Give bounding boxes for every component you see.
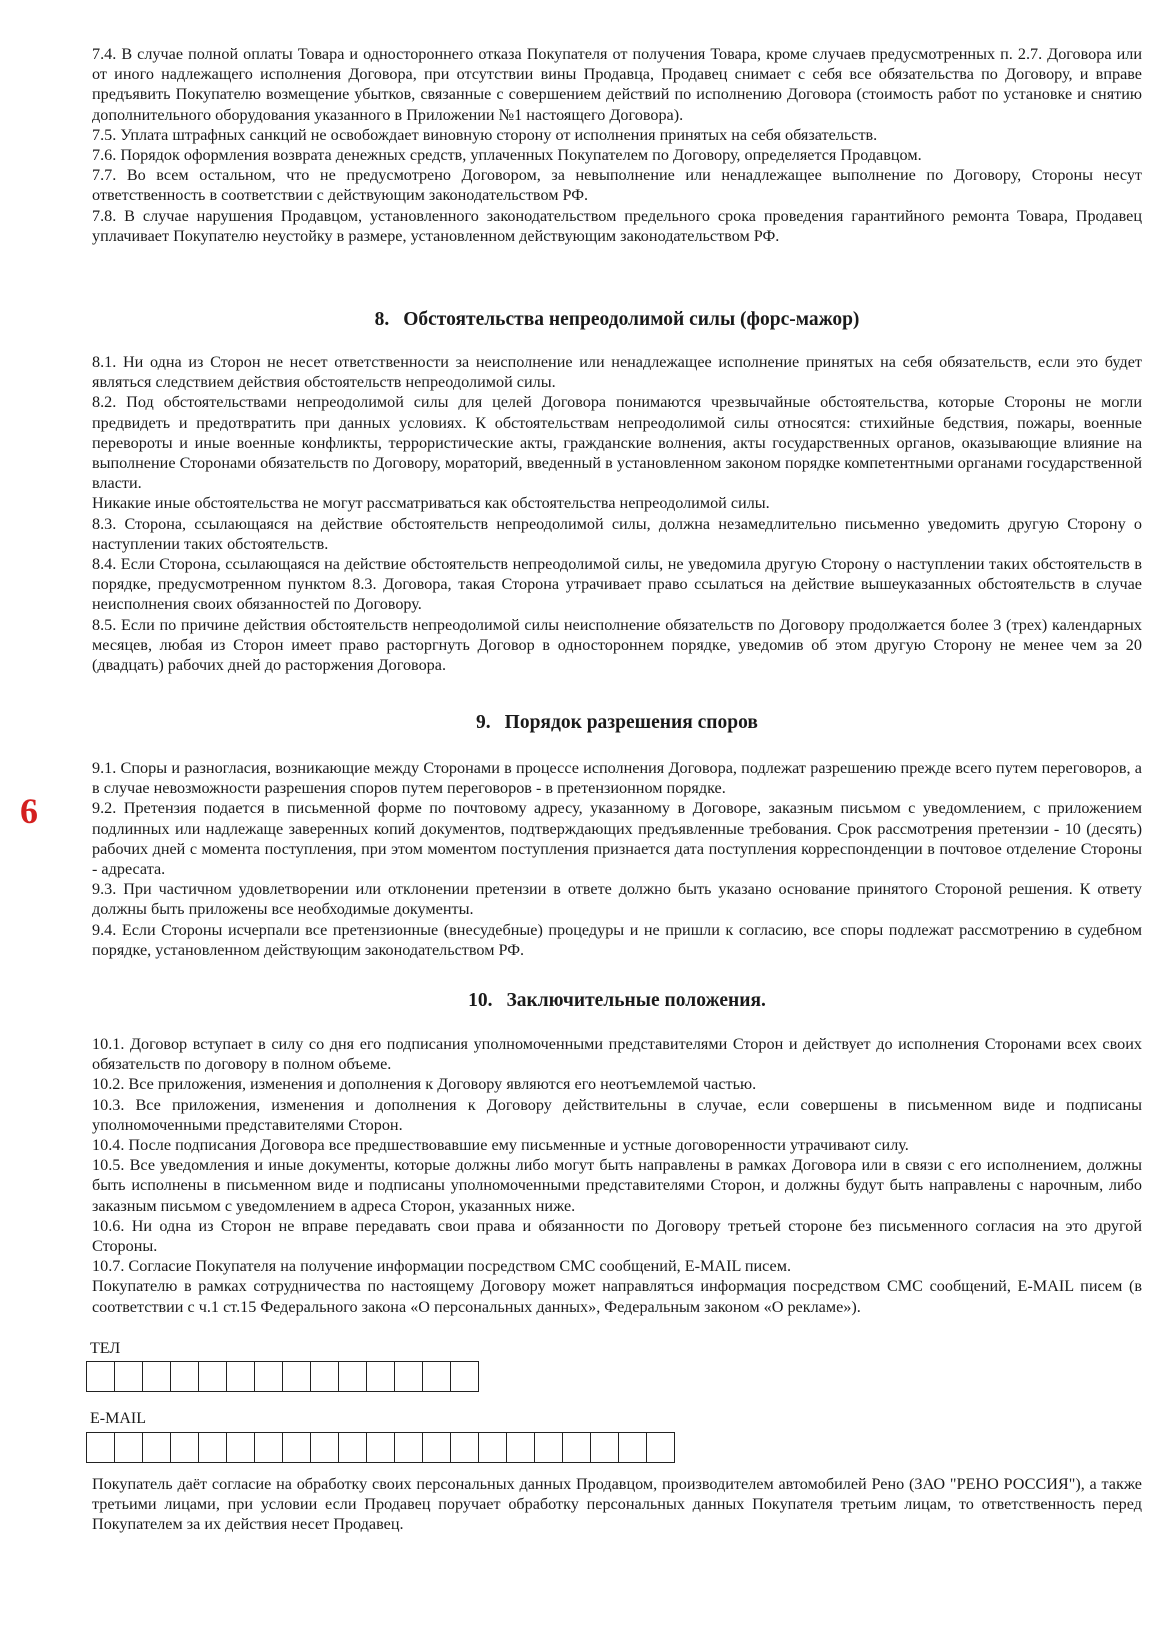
tel-digit-cell[interactable] [366,1361,395,1392]
clause-10-5: 10.5. Все уведомления и иные документы, которые должны либо могут быть направлены в рамках Договора или в связи с его исполнением, должны быть исполнены в письменном виде и подписаны уполномоченными представителями Сторон, и должны будут быть направлены с нарочным, либо заказным письмом с уведомлением в адреса Сторон, указанных ниже. [92,1156,1142,1215]
clause-9-3: 9.3. При частичном удовлетворении или отклонении претензии в ответе должно быть указано основание принятого Стороной решения. К ответу должны быть приложены все необходимые документы. [92,880,1142,919]
tel-input-grid[interactable] [86,1361,479,1392]
page-marker: 6 [20,791,38,831]
email-char-cell[interactable] [422,1432,451,1463]
email-char-cell[interactable] [198,1432,227,1463]
clause-10-6: 10.6. Ни одна из Сторон не вправе передавать свои права и обязанности по Договору третьей стороне без письменного согласия на это другой Стороны. [92,1216,1142,1256]
section-7-text [92,44,1142,246]
email-char-cell[interactable] [506,1432,535,1463]
tel-digit-cell[interactable] [338,1361,367,1392]
email-char-cell[interactable] [450,1432,479,1463]
email-char-cell[interactable] [170,1432,199,1463]
tel-digit-cell[interactable] [310,1361,339,1392]
consent-text [92,1474,1142,1535]
tel-digit-cell[interactable] [450,1361,479,1392]
tel-digit-cell[interactable] [170,1361,199,1392]
clause-7-7: 7.7. Во всем остальном, что не предусмотрено Договором, за невыполнение или ненадлежащее выполнение по Договору, Стороны несут ответственность в соответствии с действующим законодательством РФ. [92,166,1142,205]
tel-digit-cell[interactable] [254,1361,283,1392]
clause-10-2: 10.2. Все приложения, изменения и дополнения к Договору являются его неотъемлемой частью. [92,1075,757,1094]
section-8-heading [92,309,1142,331]
tel-digit-cell[interactable] [394,1361,423,1392]
clause-10-3: 10.3. Все приложения, изменения и дополнения к Договору действительны в случае, если совершены в письменном виде и подписаны уполномоченными представителями Сторон. [92,1095,1142,1134]
clause-10-1: 10.1. Договор вступает в силу со дня его подписания уполномоченными представителями Сторон и действует до исполнения Сторонами всех своих обязательств по договору в полном объеме. [92,1035,1142,1074]
clause-8-5: 8.5. Если по причине действия обстоятельств непреодолимой силы неисполнение обязательств по Договору продолжается более 3 (трех) календарных месяцев, любая из Сторон имеет право расторгнуть Договор в одностороннем порядке, уведомив об этом другую Сторону не менее чем за 20 (двадцать) рабочих дней до расторжения Договора. [92,615,1142,675]
email-char-cell[interactable] [86,1432,115,1463]
email-char-cell[interactable] [338,1432,367,1463]
tel-digit-cell[interactable] [422,1361,451,1392]
tel-digit-cell[interactable] [198,1361,227,1392]
clause-9-1: 9.1. Споры и разногласия, возникающие между Сторонами в процессе исполнения Договора, подлежат разрешению прежде всего путем переговоров, а в случае невозможности разрешения споров путем переговоров - в претензионном порядке. [92,759,1142,798]
clause-8-2: 8.2. Под обстоятельствами непреодолимой силы для целей Договора понимаются чрезвычайные обстоятельства, которые Стороны не могли предвидеть и предотвратить при данных условиях. К обстоятельствам непреодолимой силы относятся: стихийные бедствия, пожары, военные перевороты и иные военные конфликты, террористические акты, гражданские волнения, акты государственных органов, оказывающие влияние на выполнение Сторонами обязательств по Договору, мораторий, введенный в установленном законом порядке компетентными органами государственной власти. [92,393,1142,493]
tel-label: ТЕЛ [90,1340,121,1357]
section-10-title: Заключительные положения. [506,990,766,1011]
email-char-cell[interactable] [366,1432,395,1463]
tel-digit-cell[interactable] [142,1361,171,1392]
section-10-text [92,1034,1142,1317]
email-input-grid[interactable] [86,1432,675,1463]
email-char-cell[interactable] [618,1432,647,1463]
section-9-text [92,758,1142,960]
section-9-heading [92,712,1142,734]
clause-9-4: 9.4. Если Стороны исчерпали все претензионные (внесудебные) процедуры и не пришли к согласию, все споры подлежат рассмотрению в судебном порядке, установленном действующим законодательством РФ. [92,920,1142,959]
clause-7-4: 7.4. В случае полной оплаты Товара и одностороннего отказа Покупателя от получения Товара, кроме случаев предусмотренных п. 2.7. Договора или от иного надлежащего исполнения Договора, при отсутствии вины Продавца, Продавец снимает с себя все обязательства по Договору, и вправе предъявить Покупателю возмещение убытков, связанные с совершением действий по исполнению Договора (стоимость работ по установке и снятию дополнительного оборудования указанного в Приложении №1 настоящего Договора). [92,45,1142,124]
email-char-cell[interactable] [562,1432,591,1463]
email-label: E-MAIL [90,1410,146,1427]
clause-10-7: 10.7. Согласие Покупателя на получение информации посредством СМС сообщений, E-MAIL писем. [92,1257,792,1276]
email-char-cell[interactable] [226,1432,255,1463]
section-8-text [92,352,1142,675]
section-8-title: Обстоятельства непреодолимой силы (форс-мажор) [403,309,860,330]
section-8-number: 8. [374,309,390,330]
tel-digit-cell[interactable] [86,1361,115,1392]
email-char-cell[interactable] [142,1432,171,1463]
email-char-cell[interactable] [282,1432,311,1463]
email-char-cell[interactable] [534,1432,563,1463]
clause-10-7-details: Покупателю в рамках сотрудничества по настоящему Договору может направляться информация посредством СМС сообщений, E-MAIL писем (в соответствии с ч.1 ст.15 Федерального закона «О персональных данных», Федеральным законом «О рекламе»). [92,1277,1142,1316]
clause-9-2: 9.2. Претензия подается в письменной форме по почтовому адресу, указанному в Договоре, заказным письмом с уведомлением, с приложением подлинных или надлежаще заверенных копий документов, подтверждающих предъявленные требования. Срок рассмотрения претензии - 10 (десять) рабочих дней с момента поступления, при этом моментом поступления признается дата поступления корреспонденции в почтовое отделение Стороны - адресата. [92,799,1142,879]
email-char-cell[interactable] [114,1432,143,1463]
clause-8-4: 8.4. Если Сторона, ссылающаяся на действие обстоятельств непреодолимой силы, не уведомила другую Сторону о наступлении таких обстоятельств в порядке, предусмотренном пунктом 8.3. Договора, такая Сторона утрачивает право ссылаться на действие вышеуказанных обстоятельств в случае неисполнения своих обязанностей по Договору. [92,555,1142,614]
tel-digit-cell[interactable] [226,1361,255,1392]
email-char-cell[interactable] [478,1432,507,1463]
email-char-cell[interactable] [254,1432,283,1463]
section-9-number: 9. [476,712,491,733]
email-char-cell[interactable] [646,1432,675,1463]
clause-10-4: 10.4. После подписания Договора все предшествовавшие ему письменные и устные договоренности утрачивают силу. [92,1136,909,1155]
email-char-cell[interactable] [394,1432,423,1463]
section-9-title: Порядок разрешения споров [504,712,758,733]
tel-digit-cell[interactable] [282,1361,311,1392]
clause-8-1: 8.1. Ни одна из Сторон не несет ответственности за неисполнение или ненадлежащее исполнение принятых на себя обязательств, если это будет являться следствием действия обстоятельств непреодолимой силы. [92,353,1142,392]
email-char-cell[interactable] [590,1432,619,1463]
clause-7-6: 7.6. Порядок оформления возврата денежных средств, уплаченных Покупателем по Договору, определяется Продавцом. [92,146,922,165]
tel-digit-cell[interactable] [114,1361,143,1392]
clause-7-8: 7.8. В случае нарушения Продавцом, установленного законодательством предельного срока проведения гарантийного ремонта Товара, Продавец уплачивает Покупателю неустойку в размере, установленном действующим законодательством РФ. [92,206,1142,245]
clause-7-5: 7.5. Уплата штрафных санкций не освобождает виновную сторону от исполнения принятых на себя обязательств. [92,125,878,144]
section-10-heading [92,990,1142,1012]
clause-8-2-note: Никакие иные обстоятельства не могут рассматриваться как обстоятельства непреодолимой силы. [92,494,770,513]
section-10-number: 10. [468,990,493,1011]
clause-8-3: 8.3. Сторона, ссылающаяся на действие обстоятельств непреодолимой силы, должна незамедлительно письменно уведомить другую Сторону о наступлении таких обстоятельств. [92,514,1142,553]
email-char-cell[interactable] [310,1432,339,1463]
consent-paragraph: Покупатель даёт согласие на обработку своих персональных данных Продавцом, производителем автомобилей Рено (ЗАО "РЕНО РОССИЯ"), а также третьими лицами, при условии если Продавец поручает обработку персональных данных Покупателя третьим лицам, то ответственность перед Покупателем за их действия несет Продавец. [92,1475,1142,1534]
